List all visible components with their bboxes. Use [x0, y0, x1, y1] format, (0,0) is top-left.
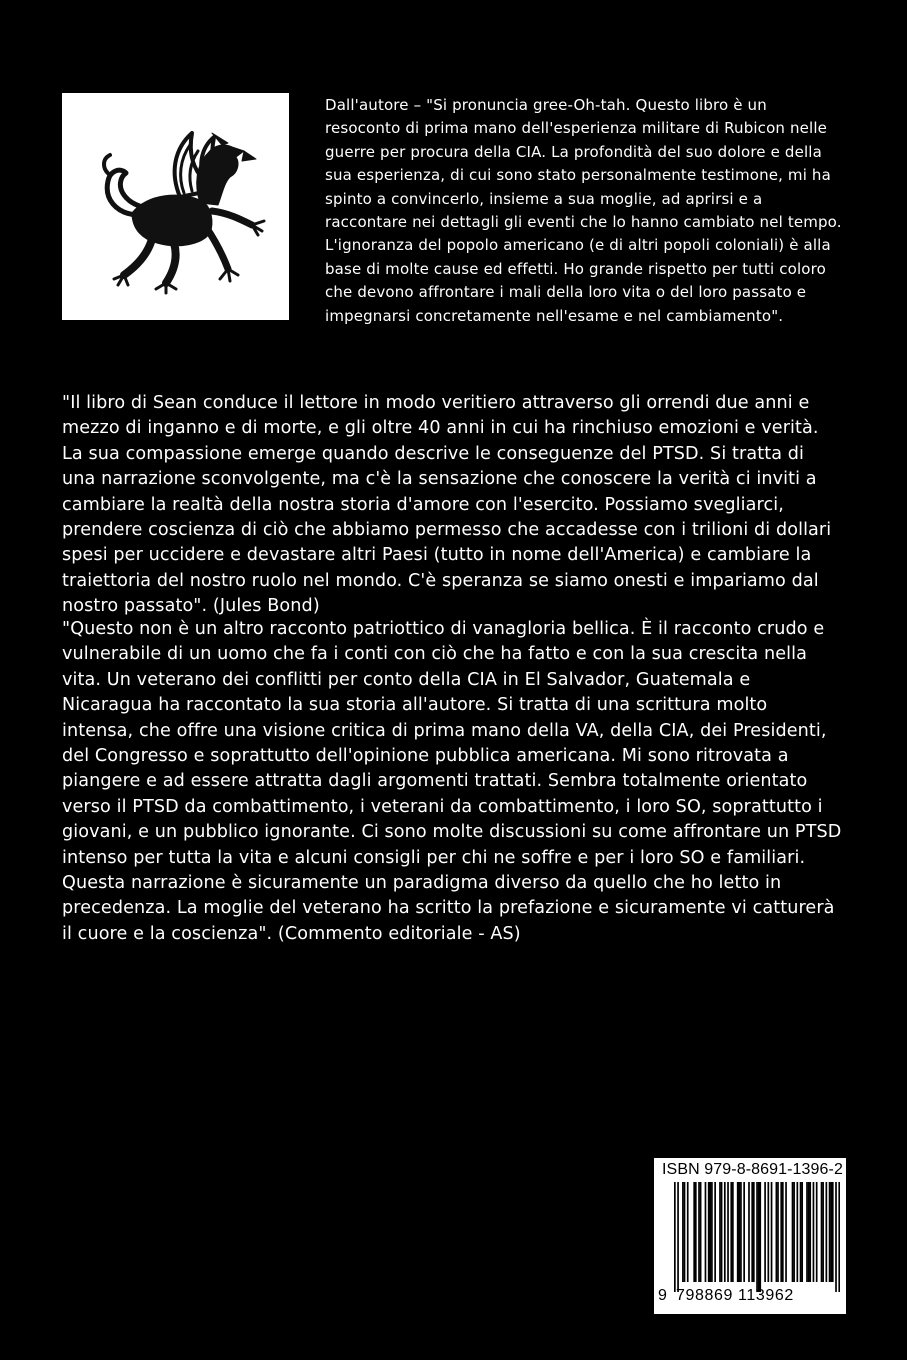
barcode-bar	[816, 1182, 818, 1282]
barcode-bar	[700, 1182, 702, 1282]
barcode-digits: 798869 113962	[676, 1287, 794, 1304]
barcode-bar	[758, 1182, 760, 1292]
griffin-icon	[62, 93, 289, 320]
barcode-bar	[777, 1182, 779, 1282]
barcode-bar	[730, 1182, 732, 1282]
barcode-bar	[767, 1182, 769, 1282]
barcode-bar	[822, 1182, 824, 1282]
barcode-bar	[748, 1182, 750, 1282]
barcode-bar	[738, 1182, 740, 1282]
barcode-bar	[830, 1182, 832, 1282]
barcode-bar	[719, 1182, 721, 1282]
barcode-bar	[826, 1182, 828, 1282]
barcode-bar	[698, 1182, 700, 1282]
isbn-barcode	[654, 1158, 846, 1314]
barcode-bar	[693, 1182, 695, 1282]
barcode-bar	[732, 1182, 734, 1282]
isbn-label: ISBN 979-8-8691-1396-2	[662, 1161, 843, 1178]
barcode-bar	[727, 1182, 729, 1282]
barcode-bar	[759, 1182, 761, 1292]
barcode-bars	[674, 1182, 840, 1292]
barcode-bar	[695, 1182, 697, 1282]
barcode-bar	[743, 1182, 745, 1282]
barcode-bar	[829, 1182, 831, 1282]
barcode-bar	[677, 1182, 679, 1292]
barcode-bar	[792, 1182, 794, 1282]
barcode-bar	[776, 1182, 778, 1282]
barcode-bar	[821, 1182, 823, 1282]
barcode-bar	[682, 1182, 684, 1282]
barcode-bar	[740, 1182, 742, 1282]
barcode-bar	[764, 1182, 766, 1282]
barcode-bar	[705, 1182, 707, 1282]
barcode-bar	[801, 1182, 803, 1282]
barcode-bar	[753, 1182, 755, 1282]
barcode-bar	[684, 1182, 686, 1282]
barcode-bar	[809, 1182, 811, 1282]
barcode-bar	[724, 1182, 726, 1282]
review-blurb-jules-bond: "Il libro di Sean conduce il lettore in modo veritiero attraverso gli orrendi due anni e mezzo di inganno e di morte, e gli oltre 40 anni in cui ha rinchiuso emozioni e verità. La sua compassione emerge quando descrive le conseguenze del PTSD. Si tratta di una narrazione sconvolgente, ma c'è la sensazione che conoscere la verità ci inviti a cambiare la realtà della nostra storia d'amore con l'esercito. Possiamo svegliarci, prendere coscienza di ciò che abbiamo permesso che accadesse con i trilioni di dollari spesi per uccidere e devastare altri Paesi (tutto in nome dell'America) e cambiare la traiettoria del nostro ruolo nel mondo. C'è speranza se siamo onesti e impariamo dal nostro passato". (Jules Bond)	[62, 393, 832, 617]
barcode-bar	[714, 1182, 716, 1282]
barcode-bar	[674, 1182, 676, 1292]
barcode-bar	[808, 1182, 810, 1282]
barcode-bar	[835, 1182, 837, 1292]
barcode-bar	[806, 1182, 808, 1282]
author-note: Dall'autore – "Si pronuncia gree-Oh-tah. Questo libro è un resoconto di prima mano dell'esperienza militare di Rubicon nelle guerre per procura della CIA. La profondità del suo dolore e della sua esperienza, di cui sono stato personalmente testimone, mi ha spinto a convincerlo, insieme a sua moglie, ad aprirsi e a raccontare nei dettagli gli eventi che lo hanno cambiato nel tempo. L'ignoranza del popolo americano (e di altri popoli coloniali) è alla base di molte cause ed effetti. Ho grande rispetto per tutti coloro che devono affrontare i mali della loro vita o del loro passato e impegnarsi concretamente nell'esame e nel cambiamento".	[325, 96, 842, 325]
barcode-bar	[780, 1182, 782, 1282]
barcode-bar	[709, 1182, 711, 1282]
barcode-bar	[771, 1182, 773, 1282]
barcode-bar	[721, 1182, 723, 1282]
barcode-bar	[813, 1182, 815, 1282]
barcode-bar	[737, 1182, 739, 1282]
barcode-first-digit: 9	[658, 1287, 667, 1304]
barcode-bar	[838, 1182, 840, 1292]
barcode-bar	[756, 1182, 758, 1292]
barcode-bar	[832, 1182, 834, 1282]
barcode-bar	[687, 1182, 689, 1282]
review-blurb-editorial: "Questo non è un altro racconto patriottico di vanagloria bellica. È il racconto crudo e vulnerabile di un uomo che fa i conti con ciò che ha fatto e con la sua crescita nella vita. Un veterano dei conflitti per conto della CIA in El Salvador, Guatemala e Nicaragua ha raccontato la sua storia all'autore. Si tratta di una scrittura molto intensa, che offre una visione critica di prima mano della VA, della CIA, dei Presidenti, del Congresso e soprattutto dell'opinione pubblica americana. Mi sono ritrovata a piangere e ad essere attratta dagli argomenti trattati. Sembra totalmente orientato verso il PTSD da combattimento, i veterani da combattimento, i loro SO, soprattutto i giovani, e un pubblico ignorante. Ci sono molte discussioni su come affrontare un PTSD intenso per tutta la vita e alcuni consigli per chi ne soffre e per i loro SO e familiari. Questa narrazione è sicuramente un paradigma diverso da quello che ho letto in precedenza. La moglie del veterano ha scritto la prefazione e sicuramente vi catturerà il cuore e la coscienza". (Commento editoriale - AS)	[62, 619, 842, 944]
barcode-bar	[708, 1182, 710, 1282]
barcode-bar	[793, 1182, 795, 1282]
barcode-bar	[800, 1182, 802, 1282]
barcode-bar	[796, 1182, 798, 1282]
griffin-emblem	[62, 93, 289, 320]
barcode-bar	[711, 1182, 713, 1282]
barcode-bar	[785, 1182, 787, 1282]
barcode-bar	[782, 1182, 784, 1282]
barcode-bar	[751, 1182, 753, 1282]
